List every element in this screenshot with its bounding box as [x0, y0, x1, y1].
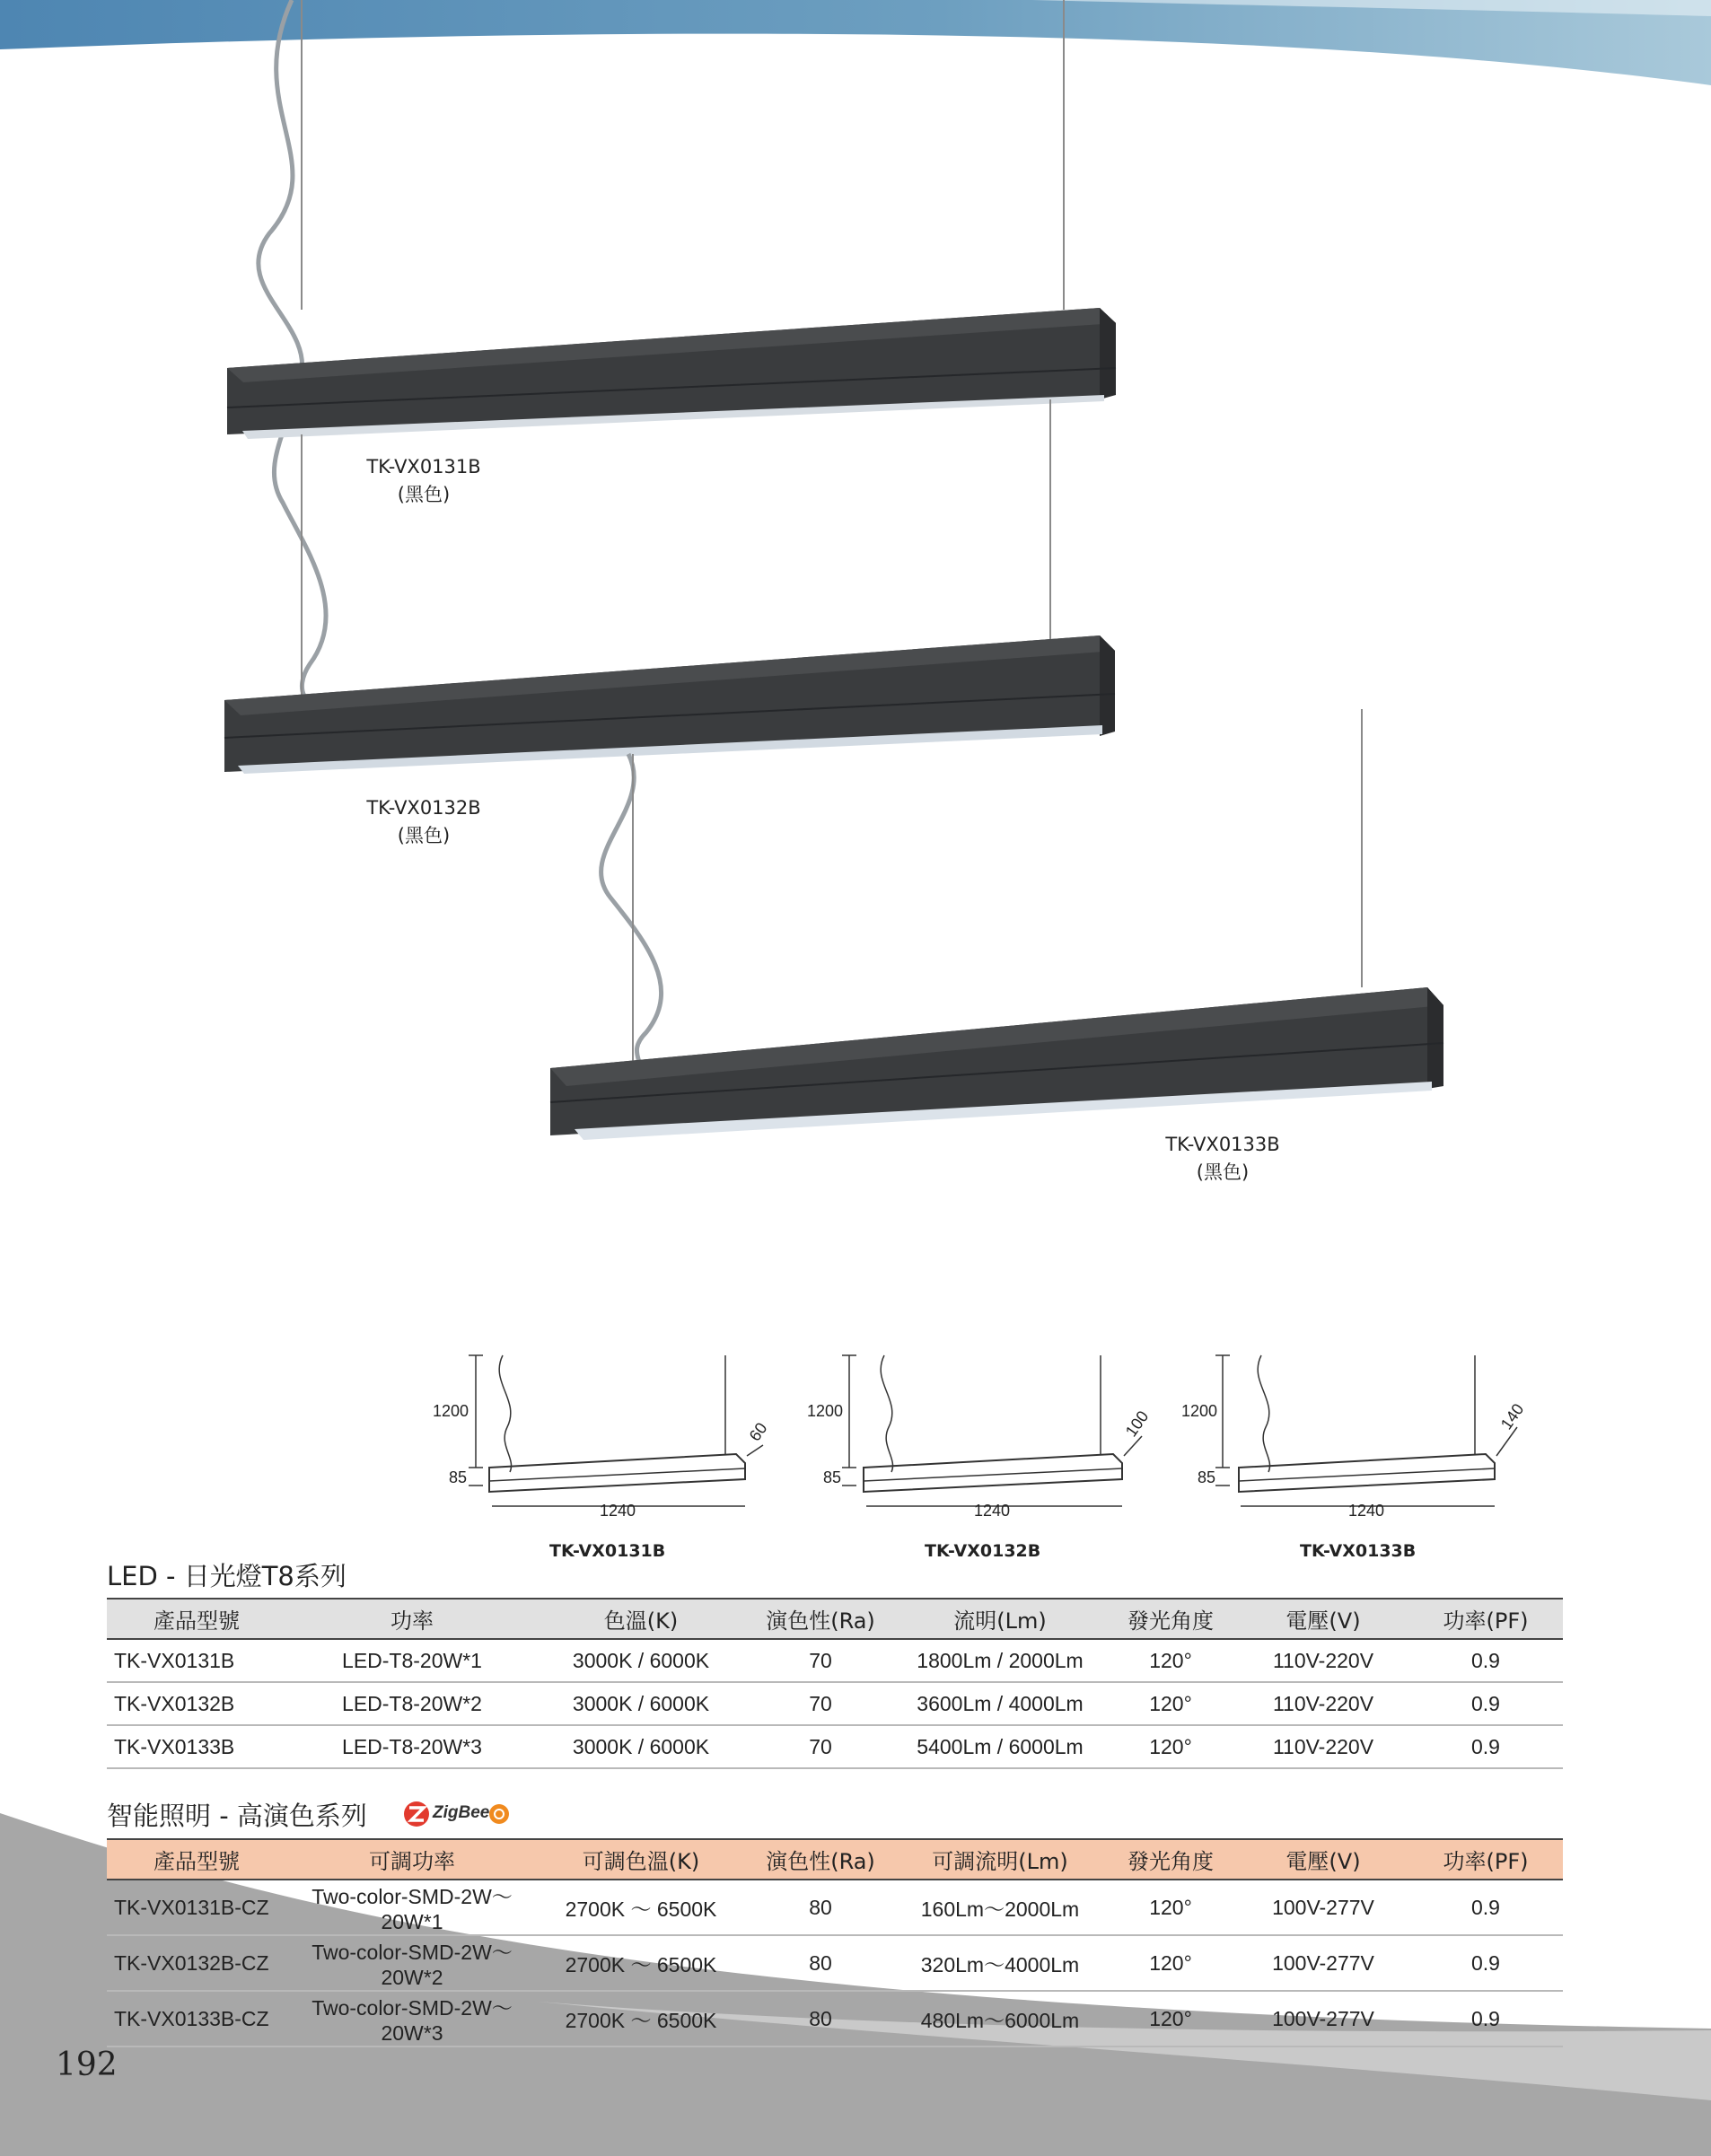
table-row — [107, 1639, 1563, 1682]
table-row — [107, 1880, 1563, 1935]
cell-angle: 120° — [1103, 1991, 1238, 2046]
cell-cct: 3000K / 6000K — [538, 1682, 744, 1725]
column-header: 流明(Lm) — [897, 1599, 1103, 1639]
power-cord-1 — [259, 0, 326, 703]
cell-angle: 120° — [1103, 1935, 1238, 1991]
cell-voltage: 100V-277V — [1238, 1880, 1408, 1935]
table-header-row — [107, 1839, 1563, 1880]
spec-table-smart — [107, 1838, 1563, 2047]
cell-model: TK-VX0133B — [107, 1725, 286, 1768]
table-row — [107, 1935, 1563, 1991]
product-caption-2 — [334, 794, 513, 850]
cell-pf: 0.9 — [1408, 1935, 1563, 1991]
cell-lumen: 3600Lm / 4000Lm — [897, 1682, 1103, 1725]
product-model: TK-VX0131B — [366, 456, 481, 478]
cell-ra: 70 — [744, 1639, 897, 1682]
drawing-1 — [469, 1355, 763, 1506]
cell-model: TK-VX0131B — [107, 1639, 286, 1682]
cell-voltage: 110V-220V — [1238, 1682, 1408, 1725]
dim-body-height: 85 — [1198, 1468, 1216, 1486]
cell-power: Two-color-SMD-2W～20W*3 — [286, 1991, 538, 2046]
cell-lumen: 160Lm～2000Lm — [897, 1880, 1103, 1935]
cell-angle: 120° — [1103, 1682, 1238, 1725]
column-header: 發光角度 — [1103, 1839, 1238, 1880]
zigbee-logo-text: ZigBee — [433, 1803, 490, 1822]
dim-height: 1200 — [807, 1402, 844, 1420]
column-header: 產品型號 — [107, 1839, 286, 1880]
table-row — [107, 1682, 1563, 1725]
table-header-row — [107, 1599, 1563, 1639]
cell-angle: 120° — [1103, 1639, 1238, 1682]
column-header: 色溫(K) — [538, 1599, 744, 1639]
table-row — [107, 1991, 1563, 2046]
cell-ra: 80 — [744, 1991, 897, 2046]
dim-length: 1240 — [600, 1502, 636, 1520]
column-header: 演色性(Ra) — [744, 1599, 897, 1639]
column-header: 發光角度 — [1103, 1599, 1238, 1639]
dim-height: 1200 — [1181, 1402, 1218, 1420]
column-header: 可調色溫(K) — [538, 1839, 744, 1880]
cell-pf: 0.9 — [1408, 1639, 1563, 1682]
column-header: 可調功率 — [286, 1839, 538, 1880]
column-header: 可調流明(Lm) — [897, 1839, 1103, 1880]
cell-angle: 120° — [1103, 1880, 1238, 1935]
cell-model: TK-VX0132B-CZ — [107, 1935, 286, 1991]
cell-pf: 0.9 — [1408, 1682, 1563, 1725]
product-color: (黑色) — [397, 825, 451, 846]
dim-body-height: 85 — [823, 1468, 842, 1486]
product-caption-3 — [1133, 1131, 1312, 1187]
dim-length: 1240 — [974, 1502, 1011, 1520]
dim-length: 1240 — [1348, 1502, 1385, 1520]
cell-power: Two-color-SMD-2W～20W*1 — [286, 1880, 538, 1935]
product-model: TK-VX0132B — [366, 797, 481, 819]
product-model: TK-VX0133B — [1165, 1134, 1280, 1155]
cell-power: LED-T8-20W*2 — [286, 1682, 538, 1725]
cell-ra: 80 — [744, 1935, 897, 1991]
cell-cct: 3000K / 6000K — [538, 1725, 744, 1768]
cell-model: TK-VX0133B-CZ — [107, 1991, 286, 2046]
cell-model: TK-VX0131B-CZ — [107, 1880, 286, 1935]
cell-lumen: 1800Lm / 2000Lm — [897, 1639, 1103, 1682]
cell-power: LED-T8-20W*3 — [286, 1725, 538, 1768]
section-title-smart-lighting: 智能照明 - 高演色系列 — [107, 1801, 367, 1831]
cell-voltage: 110V-220V — [1238, 1639, 1408, 1682]
column-header: 演色性(Ra) — [744, 1839, 897, 1880]
product-caption-1 — [334, 453, 513, 509]
cell-pf: 0.9 — [1408, 1991, 1563, 2046]
dim-width: 100 — [1121, 1407, 1153, 1441]
drawing-2 — [842, 1355, 1142, 1506]
column-header: 電壓(V) — [1238, 1839, 1408, 1880]
section-title-led-t8: LED - 日光燈T8系列 — [107, 1561, 347, 1591]
cell-voltage: 100V-277V — [1238, 1991, 1408, 2046]
cell-ra: 70 — [744, 1725, 897, 1768]
fixture-3 — [550, 709, 1443, 1140]
dim-height: 1200 — [433, 1402, 469, 1420]
column-header: 功率(PF) — [1408, 1599, 1563, 1639]
dim-width: 60 — [745, 1419, 771, 1445]
cell-cct: 3000K / 6000K — [538, 1639, 744, 1682]
column-header: 產品型號 — [107, 1599, 286, 1639]
cell-voltage: 110V-220V — [1238, 1725, 1408, 1768]
cell-angle: 120° — [1103, 1725, 1238, 1768]
cell-power: LED-T8-20W*1 — [286, 1639, 538, 1682]
cell-lumen: 5400Lm / 6000Lm — [897, 1725, 1103, 1768]
drawing-label-3: TK-VX0133B — [1300, 1541, 1417, 1561]
drawing-3 — [1215, 1355, 1517, 1506]
table-row — [107, 1725, 1563, 1768]
cell-ra: 70 — [744, 1682, 897, 1725]
cell-cct: 2700K ～ 6500K — [538, 1880, 744, 1935]
drawing-label-1: TK-VX0131B — [549, 1541, 666, 1561]
product-color: (黑色) — [397, 484, 451, 505]
spec-table-led-t8 — [107, 1598, 1563, 1769]
cell-voltage: 100V-277V — [1238, 1935, 1408, 1991]
column-header: 電壓(V) — [1238, 1599, 1408, 1639]
dim-body-height: 85 — [449, 1468, 468, 1486]
cell-pf: 0.9 — [1408, 1725, 1563, 1768]
cell-ra: 80 — [744, 1880, 897, 1935]
cell-pf: 0.9 — [1408, 1880, 1563, 1935]
dim-width: 140 — [1496, 1400, 1528, 1433]
fixture-1 — [227, 0, 1116, 703]
cell-lumen: 480Lm～6000Lm — [897, 1991, 1103, 2046]
dimension-drawings — [0, 1337, 1711, 1535]
cell-model: TK-VX0132B — [107, 1682, 286, 1725]
column-header: 功率 — [286, 1599, 538, 1639]
column-header: 功率(PF) — [1408, 1839, 1563, 1880]
cell-lumen: 320Lm～4000Lm — [897, 1935, 1103, 1991]
cell-cct: 2700K ～ 6500K — [538, 1935, 744, 1991]
cell-cct: 2700K ～ 6500K — [538, 1991, 744, 2046]
drawing-label-2: TK-VX0132B — [925, 1541, 1041, 1561]
zigbee-logo — [402, 1799, 514, 1829]
product-color: (黑色) — [1196, 1161, 1250, 1183]
cell-power: Two-color-SMD-2W～20W*2 — [286, 1935, 538, 1991]
page-number: 192 — [56, 2046, 118, 2083]
power-cord-2 — [601, 754, 662, 1068]
